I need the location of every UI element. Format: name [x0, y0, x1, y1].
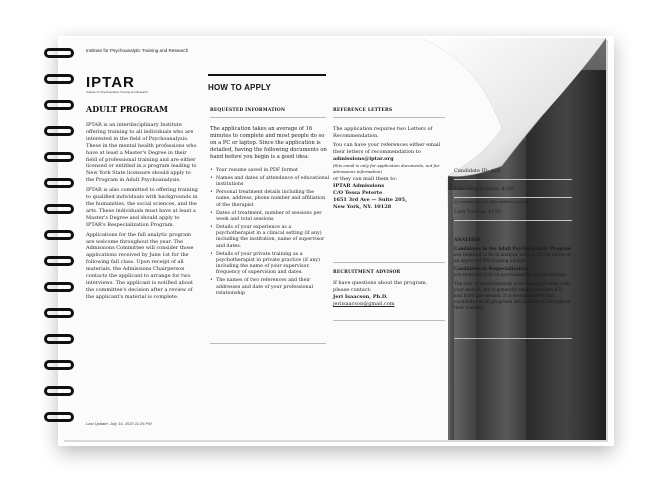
list-item: • Dates of treatment, number of sessions per week and total sessions: [210, 211, 330, 224]
binding-ring: [44, 152, 74, 162]
list-item: • The names of two references and their addresses and date of your professional relationship: [210, 278, 330, 297]
program-body: [86, 122, 198, 301]
binding-ring: [44, 360, 74, 370]
binding-ring: [44, 386, 74, 396]
divider: [333, 262, 445, 263]
advisor-text: If have questions about the program, please contact:: [333, 280, 428, 293]
binding-ring: [44, 100, 74, 110]
program-paragraph: Applications for the full analytic program are welcome throughout the year. The Admissions Committee will consider those applications received by June 1st for the following fall class. Upon receipt of all materials, the Admissions Chairperson contacts the applicant to arrange for two interviews. The applicant is notified about the committee's decision after a review of the applicant's material is complete.: [86, 231, 194, 300]
program-paragraph: IPTAR is also committed to offering training to qualified individuals with backgrounds in the humanities, the social sciences, and the arts. These individuals must have at least a Master's Degree and should apply to IPTAR's Respecialization Program.: [86, 187, 198, 228]
reference-text: You can have your references either email their letters of recommendation to: [333, 141, 441, 155]
last-update: Last Update: July 14, 2020 11:26 PM: [86, 421, 152, 426]
fees-list: [454, 168, 572, 227]
fee-candidate-id: Candidate ID: $25: [454, 168, 572, 180]
binding-ring: [44, 74, 74, 84]
address-line: C/O Tessa Peterte: [333, 190, 383, 197]
program-paragraph: IPTAR is an interdisciplinary Institute offering training to all individuals who are interested in the field of Psychoanalysis. These in the mental health professions who have at least a Master's Degree in their field of professional training and are either licensed or entitled in a program leading to New York State licensure should apply to the Program in Adult Psychoanalysis.: [86, 122, 197, 184]
list-item: • Names and dates of attendance of educational institutions: [210, 176, 330, 189]
binding-ring: [44, 334, 74, 344]
requested-list: [210, 168, 330, 299]
analysis-bold: Candidates in the Adult Psychoanalytic Program: [454, 247, 571, 252]
analysis-text: The cost of psychoanalysis is arranged privately with your analyst, but it generally ranges between $75 and $200 per session. It is recommended that candidates of all programs are in analysis throughout their training.: [454, 282, 572, 311]
binding-ring: [44, 308, 74, 318]
binding-ring: [44, 230, 74, 240]
iptar-logo: IPTAR: [86, 74, 135, 91]
binding-ring: [44, 282, 74, 292]
divider: [333, 320, 445, 321]
list-item: • Details of your private training as a psychotherapist in private practice (if any) including the name of your supervisor, frequency of supervision and dates.: [210, 252, 330, 277]
binding-ring: [44, 178, 74, 188]
fee-late-registration: Late Registration: $150: [454, 186, 572, 198]
requested-info-title: REQUESTED INFORMATION: [210, 108, 286, 113]
list-item: • Your resume saved in PDF format: [210, 168, 330, 174]
binding-ring: [44, 412, 74, 422]
advisor-email[interactable]: jeriisaacson@gmail.com: [333, 300, 395, 307]
analysis-text: are required to be in psychoanalytic psychotherapy.: [454, 273, 568, 278]
divider: [210, 343, 326, 344]
section-bar: [208, 74, 326, 76]
address-line: New York, NY. 10128: [333, 203, 392, 210]
reference-text: The application requires two Letters of Recommendation.: [333, 126, 433, 139]
analysis-title: ANALYSIS: [454, 238, 481, 243]
page-number: 1: [572, 421, 575, 426]
list-item: • Details of your experience as a psychotherapist in a clinical setting (if any) including the institution, name of supervisor and dates.: [210, 225, 330, 250]
binding-ring: [44, 204, 74, 214]
fee-late-note: (if candidate enrolls after add/drop period): [454, 200, 528, 204]
list-item: • Personal treatment details including the name, address, phone number and affiliation of the therapist: [210, 190, 330, 209]
divider: [333, 117, 445, 118]
binding-ring: [44, 126, 74, 136]
fee-late-tuition: Late Tuition: $150: [454, 209, 572, 221]
reference-text: or they can mail them to:: [333, 176, 397, 183]
address-line: IPTAR Admissions: [333, 183, 385, 190]
analysis-bold: Candidates in Respecialization: [454, 267, 529, 272]
address-line: 1651 3rd Ave — Suite 205,: [333, 197, 407, 204]
recruitment-advisor-title: RECRUITMENT ADVISOR: [333, 270, 401, 275]
reference-letters-title: REFERENCE LETTERS: [333, 108, 393, 113]
how-to-apply-title: HOW TO APPLY: [208, 83, 272, 92]
institute-name: Institute for Psychoanalytic Training and Research: [86, 48, 189, 53]
admissions-email[interactable]: admissions@iptar.org: [333, 155, 394, 162]
logo-subtitle: Institute for Psychoanalytic Training and Research: [86, 90, 149, 94]
analysis-section: [454, 238, 572, 312]
binding-ring: [44, 48, 74, 58]
requested-intro: The application takes an average of 16 minutes to complete and most people do so on a PC or laptop. Since the application is detailed, having the following documents on hand before you begin is a good idea:: [210, 126, 327, 160]
reference-letters-body: [333, 126, 453, 211]
program-title: ADULT PROGRAM: [86, 104, 169, 114]
email-note: (this email is only for application documents, not for admissions information): [333, 162, 440, 175]
advisor-body: [333, 280, 445, 308]
advisor-name: Jeri Isaacson, Ph.D.: [333, 293, 388, 300]
divider: [454, 338, 572, 339]
binding-ring: [44, 256, 74, 266]
analysis-text: are required to be in analysis with an IPTAR fellow or an approved IPA training analyst.: [454, 253, 572, 264]
divider: [210, 117, 326, 118]
